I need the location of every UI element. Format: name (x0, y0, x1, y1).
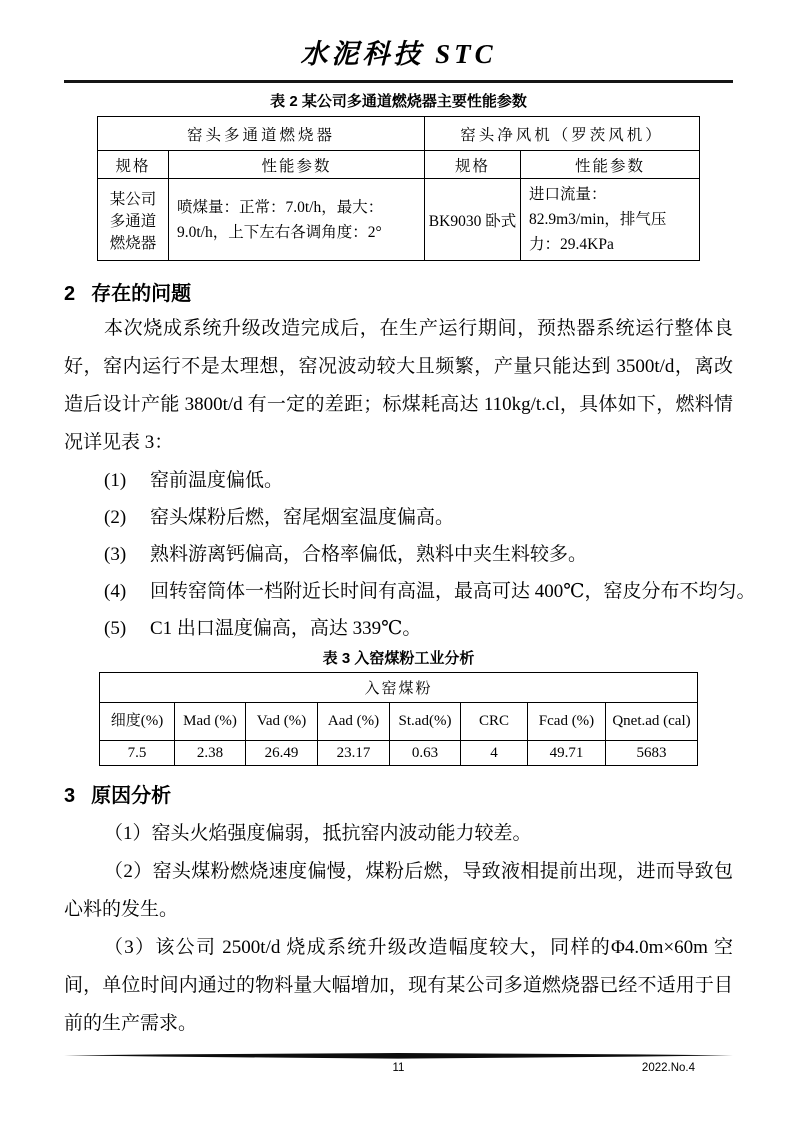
section-title: 存在的问题 (91, 283, 192, 305)
table3-value: 49.71 (527, 741, 605, 766)
table3-value: 23.17 (317, 741, 389, 766)
table3-value: 4 (460, 741, 527, 766)
table-row (97, 117, 699, 151)
table3-col-header: Vad (%) (245, 703, 317, 741)
section-number: 3 (64, 785, 76, 807)
table-row (99, 703, 697, 741)
list-item-text: C1 出口温度偏高，高达 339℃。 (150, 618, 422, 639)
footer-divider-rule (64, 1053, 733, 1059)
coal-analysis-table (99, 672, 698, 766)
footer-row (64, 1061, 733, 1076)
table2-col-header: 性能参数 (168, 151, 424, 179)
table-row (97, 179, 699, 261)
table2-cell-spec2: BK9030 卧式 (425, 179, 521, 261)
table3-col-header: CRC (460, 703, 527, 741)
table2-col-header: 性能参数 (521, 151, 700, 179)
table2-cell-spec1: 某公司多通道燃烧器 (97, 179, 168, 261)
table3-span-header: 入窑煤粉 (99, 673, 697, 703)
table2-caption: 表 2 某公司多通道燃烧器主要性能参数 (270, 93, 527, 110)
list-item-number: (3) (104, 544, 127, 565)
table-row (99, 741, 697, 766)
section-title: 原因分析 (91, 785, 172, 807)
list-item-text: 窑前温度偏低。 (150, 470, 284, 491)
header-divider-rule (64, 80, 733, 83)
cause-paragraph: （2）窑头煤粉燃烧速度偏慢，煤粉后燃，导致液相提前出现，进而导致包心料的发生。 (64, 861, 733, 920)
list-item (64, 462, 733, 499)
list-item-number: (4) (104, 581, 127, 602)
table3-col-header: Qnet.ad (cal) (605, 703, 697, 741)
list-item (64, 499, 733, 536)
list-item-text: 窑头煤粉后燃，窑尾烟室温度偏高。 (150, 507, 455, 528)
table2-group-header-burner: 窑头多通道燃烧器 (97, 117, 424, 151)
section-number: 2 (64, 283, 76, 305)
table3-col-header: St.ad(%) (389, 703, 460, 741)
section-heading-problems (64, 281, 733, 307)
table2-cell-perf1: 喷煤量：正常：7.0t/h，最大：9.0t/h，上下左右各调角度：2° (168, 179, 424, 261)
problems-list (64, 462, 756, 647)
burner-performance-table (97, 116, 700, 261)
journal-title: 水泥科技 STC (300, 39, 497, 69)
table3-value: 2.38 (174, 741, 245, 766)
table2-col-header: 规格 (97, 151, 168, 179)
page-footer (64, 1053, 733, 1076)
problems-paragraph: 本次烧成系统升级改造完成后，在生产运行期间，预热器系统运行整体良好，窑内运行不是太理想，窑况波动较大且频繁，产量只能达到 3500t/d，离改造后设计产能 3800t/d 有一定的差距；标煤耗高达 110kg/t.cl，具体如下，燃料情况详见表 3： (64, 318, 733, 453)
list-item (64, 573, 756, 610)
list-item (64, 536, 733, 573)
table3-value: 0.63 (389, 741, 460, 766)
table-row (99, 673, 697, 703)
section-heading-causes (64, 783, 733, 809)
table3-col-header: Mad (%) (174, 703, 245, 741)
list-item-number: (5) (104, 618, 127, 639)
table3-col-header: Fcad (%) (527, 703, 605, 741)
table3-value: 26.49 (245, 741, 317, 766)
table2-cell-perf2: 进口流量：82.9m3/min，排气压力：29.4KPa (521, 179, 700, 261)
table3-value: 5683 (605, 741, 697, 766)
table3-caption: 表 3 入窑煤粉工业分析 (322, 650, 475, 667)
list-item-number: (1) (104, 470, 127, 491)
issue-number: 2022.No.4 (641, 1062, 695, 1074)
table3-value: 7.5 (99, 741, 174, 766)
table3-col-header: 细度(%) (99, 703, 174, 741)
list-item-text: 熟料游离钙偏高，合格率偏低，熟料中夹生料较多。 (150, 544, 588, 565)
table-row (97, 151, 699, 179)
list-item (64, 610, 733, 647)
table2-group-header-fan: 窑头净风机（罗茨风机） (425, 117, 700, 151)
table3-col-header: Aad (%) (317, 703, 389, 741)
list-item-text: 回转窑筒体一档附近长时间有高温，最高可达 400℃，窑皮分布不均匀。 (150, 581, 756, 602)
table2-col-header: 规格 (425, 151, 521, 179)
cause-paragraph: （3）该公司 2500t/d 烧成系统升级改造幅度较大，同样的Φ4.0m×60m 空间，单位时间内通过的物料量大幅增加，现有某公司多道燃烧器已经不适用于目前的生产需求。 (64, 937, 733, 1034)
causes-paragraphs (64, 815, 733, 1043)
cause-paragraph: （1）窑头火焰强度偏弱，抵抗窑内波动能力较差。 (104, 823, 532, 844)
page-number: 11 (392, 1062, 405, 1074)
list-item-number: (2) (104, 507, 127, 528)
